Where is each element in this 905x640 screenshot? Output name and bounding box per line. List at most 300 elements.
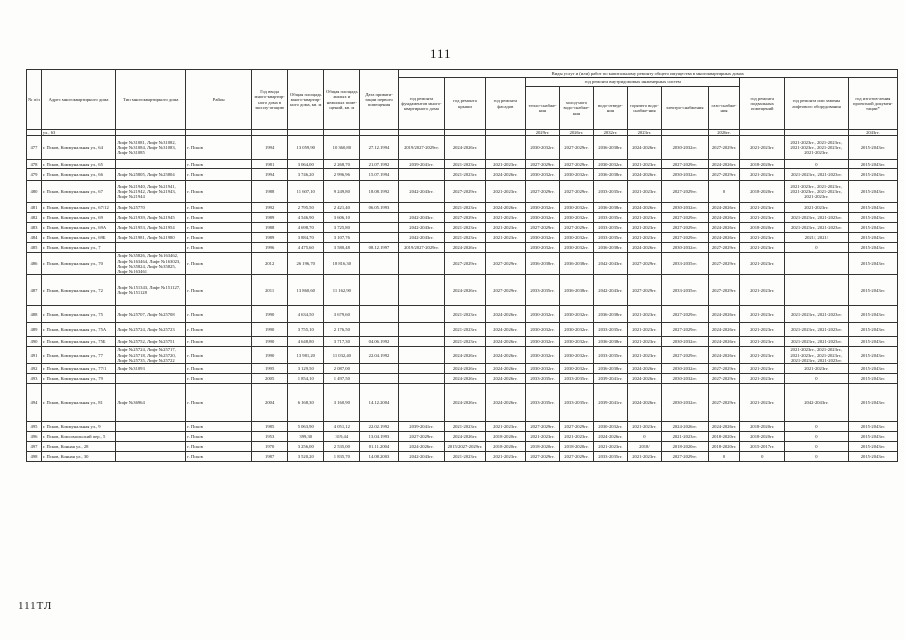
- cell-sewer: 2036-2038гг.: [593, 136, 627, 160]
- cell-heat: 2030-2032гг.: [526, 213, 560, 223]
- cell-basement: 2021-2023гг.: [740, 203, 785, 213]
- cell-gas: 2027-2029гг.: [708, 243, 740, 253]
- cell-privat: 01.11.2004: [360, 442, 398, 452]
- cell-project: 2015-2043гг.: [848, 213, 897, 223]
- cell-gas: 2027-2029гг.: [708, 253, 740, 275]
- cell-lift: [785, 253, 849, 275]
- cell-gas: 2024-2026гг.: [708, 213, 740, 223]
- cell-lift: 0: [785, 432, 849, 442]
- cell-num: 497: [27, 442, 42, 452]
- cell-type: [116, 422, 186, 432]
- cell-address: г. Псков, Комсомольский пер., 5: [41, 432, 115, 442]
- cell-lift: 2021-2023гг., 2021-2023гг., 2021-2023гг., 2021-2023гг., 2021-2023гг.: [785, 136, 849, 160]
- col-header-lift: год ремонта или замены лифтового оборудования: [785, 78, 849, 130]
- cell-project: 2015-2043гг.: [848, 169, 897, 181]
- cell-roof: 2024-2026гг.: [445, 364, 485, 374]
- cell-living: 2 176,50: [324, 323, 360, 337]
- cell-type: Лифт №21981, Лифт №21980: [116, 233, 186, 243]
- cell-basement: 2021-2023гг.: [740, 169, 785, 181]
- col-header-district: Район: [186, 70, 252, 130]
- cell-lift: 2021-2023гг., 2021-2023гг.: [785, 337, 849, 347]
- cell-hot: 2024-2026гг.: [627, 136, 661, 160]
- cell-area: 3 884,70: [288, 233, 324, 243]
- col-header-hot: горячего водо-снабже-ния: [627, 87, 661, 130]
- cell-district: г. Псков: [186, 213, 252, 223]
- col-header-area: Общая площадь много-квартир-ного дома, кв. м: [288, 70, 324, 130]
- cell-district: г. Псков: [186, 253, 252, 275]
- table-row: [27, 364, 898, 374]
- col-header-num: № п/п: [27, 70, 42, 130]
- cell-foundation: [398, 364, 445, 374]
- cell-num: 484: [27, 233, 42, 243]
- cell-foundation: [398, 306, 445, 323]
- cell-foundation: 2042-2043гг.: [398, 452, 445, 462]
- cell-sewer: 2036-2038гг.: [593, 364, 627, 374]
- cell-district: г. Псков: [186, 452, 252, 462]
- cell-hot: 2024-2026гг.: [627, 374, 661, 384]
- cell-area: 3 256,00: [288, 442, 324, 452]
- cell-cold: 2030-2032гг.: [559, 213, 593, 223]
- cell-year: 1985: [252, 422, 288, 432]
- cell-privat: 27.12.1994: [360, 136, 398, 160]
- cell-num: 488: [27, 306, 42, 323]
- cell-privat: [360, 253, 398, 275]
- cell-lift: 2021-2023гг.: [785, 203, 849, 213]
- table-row: [27, 422, 898, 432]
- col-header-foundation: год ремонта фундаментов много-квартирного дома: [398, 78, 445, 130]
- cell-roof: 2024-2026гг.: [445, 432, 485, 442]
- cell-roof: 2021-2023гг.: [445, 337, 485, 347]
- cell-heat: 2033-2035гг.: [526, 384, 560, 422]
- cell-basement: 2021-2023гг.: [740, 253, 785, 275]
- cell-num: 483: [27, 223, 42, 233]
- cell-cold: 2027-2029гг.: [559, 160, 593, 169]
- cell-hot: 2021-2023гг.: [627, 160, 661, 169]
- cell-year: 1970: [252, 442, 288, 452]
- cell-facade: 2024-2026гг.: [485, 306, 525, 323]
- cell-district: г. Псков: [186, 169, 252, 181]
- cell-cold: 2030-2032гг.: [559, 347, 593, 364]
- cell-facade: [485, 136, 525, 160]
- cell-project: 2015-2043гг.: [848, 422, 897, 432]
- cell-year: 1989: [252, 233, 288, 243]
- cell-roof: 2027-2029гг.: [445, 181, 485, 203]
- table-body: [27, 130, 898, 462]
- cell-cold: 2018-2020гг.: [559, 442, 593, 452]
- cell-type: [116, 442, 186, 452]
- cell-privat: [360, 233, 398, 243]
- cell-type: [116, 160, 186, 169]
- cell-hot: 2018/: [627, 442, 661, 452]
- cell-year: 1992: [252, 203, 288, 213]
- cell-type: Лифт №35826, Лифт №163462, Лифт №163464, Лифт №163023, Лифт №35824, Лифт №35825, Лифт №163461: [116, 253, 186, 275]
- cell-address: г. Псков, Коммунальная ул., 75: [41, 306, 115, 323]
- cell-heat: 2030-2032гг.: [526, 203, 560, 213]
- cell-cold: 2030-2032гг.: [559, 323, 593, 337]
- cell-basement: 2021-2023гг.: [740, 136, 785, 160]
- cell-sewer: 2033-2035гг.: [593, 233, 627, 243]
- cell-year: 1990: [252, 347, 288, 364]
- cell-type: Лифт №151343, Лифт №151127, Лифт №151128: [116, 275, 186, 306]
- cell-lift: 0: [785, 243, 849, 253]
- cell-privat: 08.12.1997: [360, 243, 398, 253]
- cell-heat: 2029гг.: [526, 130, 560, 136]
- cell-foundation: [398, 337, 445, 347]
- cell-address: г. Псков, Коммунальная ул., 67/12: [41, 203, 115, 213]
- cell-elec: 2027-2029гг.: [661, 213, 708, 223]
- col-header-heat: тепло-снабже-ния: [526, 87, 560, 130]
- cell-facade: 2024-2026гг.: [485, 364, 525, 374]
- cell-hot: 2024-2026гг.: [627, 364, 661, 374]
- col-header-sewer: водо-отведе-ния: [593, 87, 627, 130]
- cell-lift: 2021-2023гг., 2021-2023гг.: [785, 323, 849, 337]
- cell-facade: 2018-2020гг.: [485, 432, 525, 442]
- cell-type: [116, 243, 186, 253]
- cell-project: 2015-2043гг.: [848, 337, 897, 347]
- cell-privat: 14.12.2004: [360, 384, 398, 422]
- cell-living: 1 835,70: [324, 452, 360, 462]
- cell-basement: 2018-2020гг.: [740, 181, 785, 203]
- cell-address: г. Псков, Коммунальная ул., 70: [41, 253, 115, 275]
- cell-gas: 2027-2029гг.: [708, 384, 740, 422]
- table-row: [27, 233, 898, 243]
- cell-area: 2 795,50: [288, 203, 324, 213]
- cell-hot: 2023гг.: [627, 130, 661, 136]
- cell-sewer: 2042-2043гг.: [593, 253, 627, 275]
- col-header-gas: газо-снабже-ния: [708, 87, 740, 130]
- cell-lift: 0: [785, 452, 849, 462]
- cell-privat: [360, 275, 398, 306]
- cell-basement: 2018-2020гг.: [740, 160, 785, 169]
- cell-cold: 2030-2032гг.: [559, 169, 593, 181]
- table-row: [27, 384, 898, 422]
- cell-gas: 2026гг.: [708, 130, 740, 136]
- table-row: [27, 203, 898, 213]
- cell-living: 2 421,40: [324, 203, 360, 213]
- col-header-elec: электро-снабжения: [661, 87, 708, 130]
- cell-lift: 2042-2043гг.: [785, 384, 849, 422]
- cell-elec: 2027-2029гг.: [661, 160, 708, 169]
- cell-elec: 2030-2032гг.: [661, 364, 708, 374]
- cell-address: г. Псков, Коммунальная ул., 66: [41, 169, 115, 181]
- cell-roof: 2021-2023гг.: [445, 233, 485, 243]
- cell-district: г. Псков: [186, 203, 252, 213]
- cell-num: 492: [27, 364, 42, 374]
- cell-sewer: 2039-2041гг.: [593, 384, 627, 422]
- cell-living: 11 032,40: [324, 347, 360, 364]
- cell-lift: 0: [785, 374, 849, 384]
- cell-privat: 14.08.2003: [360, 452, 398, 462]
- cell-roof: 2027-2029гг.: [445, 213, 485, 223]
- cell-district: г. Псков: [186, 136, 252, 160]
- cell-heat: 2027-2029гг.: [526, 181, 560, 203]
- cell-year: 1994: [252, 136, 288, 160]
- cell-facade: 2024-2026гг.: [485, 203, 525, 213]
- footer-stamp: 111ТЛ: [18, 600, 53, 612]
- cell-roof: 2021-2023гг.: [445, 169, 485, 181]
- cell-heat: 2030-2032гг.: [526, 243, 560, 253]
- cell-roof: 2021-2023гг.: [445, 422, 485, 432]
- cell-district: г. Псков: [186, 223, 252, 233]
- cell-cold: 2030-2032гг.: [559, 233, 593, 243]
- cell-num: 479: [27, 169, 42, 181]
- cell-hot: 2021-2023гг.: [627, 306, 661, 323]
- cell-privat: 18.08.1992: [360, 181, 398, 203]
- cell-sewer: 2030-2032гг.: [593, 160, 627, 169]
- cell-num: 498: [27, 452, 42, 462]
- table-row: [27, 374, 898, 384]
- cell-project: 2015-2043гг.: [848, 275, 897, 306]
- cell-cold: 2033-2035гг.: [559, 374, 593, 384]
- cell-cold: 2027-2029гг.: [559, 422, 593, 432]
- cell-foundation: [398, 323, 445, 337]
- cell-heat: 2030-2032гг.: [526, 347, 560, 364]
- cell-type: Лифт №31081, Лифт №31082, Лифт №31084, Лифт №31083, Лифт №31085: [116, 136, 186, 160]
- cell-roof: 2024-2026гг.: [445, 275, 485, 306]
- cell-elec: 2024-2026гг.: [661, 422, 708, 432]
- cell-elec: 2027-2029гг.: [661, 323, 708, 337]
- cell-gas: 2027-2029гг.: [708, 275, 740, 306]
- cell-heat: 2033-2035гг.: [526, 374, 560, 384]
- table-row: [27, 160, 898, 169]
- cell-cold: 2027-2029гг.: [559, 181, 593, 203]
- cell-address: г. Псков, Коммунальная ул., 65: [41, 160, 115, 169]
- cell-num: 496: [27, 432, 42, 442]
- cell-gas: 2024-2026гг.: [708, 203, 740, 213]
- cell-facade: 2021-2023гг.: [485, 233, 525, 243]
- cell-sewer: 2032гг.: [593, 130, 627, 136]
- cell-project: 2015-2043гг.: [848, 347, 897, 364]
- cell-gas: 2027-2029гг.: [708, 364, 740, 374]
- cell-foundation: 2042-2043гг.: [398, 181, 445, 203]
- cell-area: 399,30: [288, 432, 324, 442]
- cell-hot: 0: [627, 432, 661, 442]
- cell-type: Лифт №36964: [116, 384, 186, 422]
- cell-privat: 06.05.1993: [360, 203, 398, 213]
- cell-heat: 2036-2038гг.: [526, 253, 560, 275]
- cell-privat: [360, 364, 398, 374]
- cell-gas: 2027-2029гг.: [708, 169, 740, 181]
- cell-basement: 2021-2023гг.: [740, 337, 785, 347]
- col-header-project: год изготов-ления проектной докумен-тации*: [848, 78, 897, 130]
- cell-privat: 22.04.1992: [360, 347, 398, 364]
- cell-sewer: 2033-2035гг.: [593, 213, 627, 223]
- cell-district: г. Псков: [186, 374, 252, 384]
- cell-cold: 2030-2032гг.: [559, 337, 593, 347]
- cell-basement: 2021-2023гг.: [740, 374, 785, 384]
- cell-heat: 2030-2032гг.: [526, 233, 560, 243]
- cell-district: г. Псков: [186, 337, 252, 347]
- cell-gas: 2024-2026гг.: [708, 306, 740, 323]
- cell-foundation: 2042-2043гг.: [398, 213, 445, 223]
- cell-basement: 2021-2023гг.: [740, 275, 785, 306]
- cell-address: ул., 63: [41, 130, 115, 136]
- cell-num: 490: [27, 337, 42, 347]
- cell-elec: 2027-2029гг.: [661, 223, 708, 233]
- cell-cold: 2030-2032гг.: [559, 243, 593, 253]
- cell-hot: 2024-2026гг.: [627, 384, 661, 422]
- cell-hot: 2027-2029гг.: [627, 253, 661, 275]
- cell-address: г. Псков, Коммунальная ул., 81: [41, 384, 115, 422]
- cell-year: 2005: [252, 374, 288, 384]
- cell-privat: 04.06.1992: [360, 337, 398, 347]
- cell-area: 6 168,30: [288, 384, 324, 422]
- cell-area: 3 520,20: [288, 452, 324, 462]
- cell-cold: 2027-2029гг.: [559, 223, 593, 233]
- cell-project: 2015-2043гг.: [848, 243, 897, 253]
- cell-facade: 2024-2026гг.: [485, 169, 525, 181]
- cell-area: 13 059,90: [288, 136, 324, 160]
- table-row: [27, 213, 898, 223]
- cell-hot: 2021-2023гг.: [627, 233, 661, 243]
- table-row: [27, 243, 898, 253]
- cell-address: г. Псков, Коммунальная ул., 75Б: [41, 337, 115, 347]
- cell-elec: 2021-2023гг.: [661, 432, 708, 442]
- table-row: [27, 452, 898, 462]
- cell-sewer: 2021-2023гг.: [593, 442, 627, 452]
- cell-project: 2015-2043гг.: [848, 364, 897, 374]
- cell-foundation: [398, 347, 445, 364]
- cell-district: г. Псков: [186, 323, 252, 337]
- table-row: [27, 432, 898, 442]
- cell-lift: 0: [785, 160, 849, 169]
- cell-elec: 2027-2029гг.: [661, 452, 708, 462]
- cell-foundation: 2039-2041гг.: [398, 160, 445, 169]
- cell-cold: 2027-2029гг.: [559, 452, 593, 462]
- cell-hot: 2021-2023гг.: [627, 452, 661, 462]
- cell-sewer: 2033-2035гг.: [593, 223, 627, 233]
- col-header-year: Год ввода много-квартир-ного дома в эксплу-атацию: [252, 70, 288, 130]
- cell-basement: 2015-2017гг.: [740, 442, 785, 452]
- cell-heat: 2030-2032гг.: [526, 337, 560, 347]
- cell-privat: [360, 223, 398, 233]
- cell-cold: 2033-2035гг.: [559, 384, 593, 422]
- cell-type: Лифт №25724, Лифт №25717, Лифт №25718, Лифт №25720, Лифт №25735, Лифт №25722: [116, 347, 186, 364]
- page-number: 111: [430, 46, 452, 61]
- cell-num: 485: [27, 243, 42, 253]
- cell-project: 2015-2043гг.: [848, 181, 897, 203]
- cell-facade: 2021-2023гг.: [485, 452, 525, 462]
- cell-sewer: 2033-2035гг.: [593, 181, 627, 203]
- cell-roof: 2021-2023гг.: [445, 323, 485, 337]
- cell-year: 1995: [252, 364, 288, 374]
- cell-roof: 2024-2026гг.: [445, 243, 485, 253]
- cell-heat: 2027-2029гг.: [526, 160, 560, 169]
- cell-district: г. Псков: [186, 160, 252, 169]
- cell-heat: 2033-2035гг.: [526, 275, 560, 306]
- cell-basement: 2018-2020гг.: [740, 422, 785, 432]
- cell-address: г. Псков, Коммунальная ул., 77: [41, 347, 115, 364]
- cell-living: 4 051,12: [324, 422, 360, 432]
- cell-year: 1990: [252, 323, 288, 337]
- cell-area: 4 698,70: [288, 223, 324, 233]
- cell-roof: 2021-2023гг.: [445, 203, 485, 213]
- cell-basement: 2021-2023гг.: [740, 323, 785, 337]
- cell-project: 2015-2043гг.: [848, 160, 897, 169]
- table-row: [27, 169, 898, 181]
- cell-num: 480: [27, 181, 42, 203]
- cell-living: 3 606,10: [324, 213, 360, 223]
- cell-type: Лифт №25724, Лифт №25723: [116, 323, 186, 337]
- cell-hot: 2024-2026гг.: [627, 243, 661, 253]
- cell-heat: 2021-2023гг.: [526, 432, 560, 442]
- cell-district: г. Псков: [186, 347, 252, 364]
- cell-year: 1996: [252, 243, 288, 253]
- cell-basement: 2018-2020гг.: [740, 223, 785, 233]
- cell-gas: 0: [708, 452, 740, 462]
- cell-type: Лифт №25770: [116, 203, 186, 213]
- cell-foundation: [398, 169, 445, 181]
- cell-gas: 2024-2026гг.: [708, 337, 740, 347]
- cell-year: 1989: [252, 213, 288, 223]
- cell-hot: 2021-2023гг.: [627, 213, 661, 223]
- cell-year: 1988: [252, 223, 288, 233]
- cell-district: г. Псков: [186, 422, 252, 432]
- cell-num: 493: [27, 374, 42, 384]
- cell-heat: 2030-2032гг.: [526, 323, 560, 337]
- cell-project: 2015-2043гг.: [848, 384, 897, 422]
- cell-living: 319,44: [324, 432, 360, 442]
- cell-district: г. Псков: [186, 364, 252, 374]
- cell-project: 2015-2043гг.: [848, 323, 897, 337]
- cell-project: 2015-2043гг.: [848, 223, 897, 233]
- cell-privat: [360, 323, 398, 337]
- cell-sewer: 2036-2038гг.: [593, 337, 627, 347]
- cell-type: Лифт №25707, Лифт №25708: [116, 306, 186, 323]
- table-row: [27, 347, 898, 364]
- cell-privat: 21.07.1992: [360, 160, 398, 169]
- cell-privat: [360, 213, 398, 223]
- cell-living: 2 535,00: [324, 442, 360, 452]
- cell-facade: 2021-2023гг.: [485, 422, 525, 432]
- cell-project: 2015-2043гг.: [848, 442, 897, 452]
- cell-living: 3 679,60: [324, 306, 360, 323]
- cell-gas: 2018-2020гг.: [708, 442, 740, 452]
- cell-facade: 2021-2023гг.: [485, 181, 525, 203]
- col-header-basement: год ремонта подвальных помещений: [740, 78, 785, 130]
- cell-sewer: 2036-2038гг.: [593, 306, 627, 323]
- cell-privat: 15.07.1994: [360, 169, 398, 181]
- cell-living: 11 162,90: [324, 275, 360, 306]
- cell-type: Лифт №25752, Лифт №25751: [116, 337, 186, 347]
- cell-basement: 2021-2023гг.: [740, 306, 785, 323]
- cell-area: 26 196,70: [288, 253, 324, 275]
- cell-elec: 2030-2032гг.: [661, 203, 708, 213]
- cell-foundation: 2019/2027-2029гг.: [398, 243, 445, 253]
- cell-hot: 2021-2023гг.: [627, 422, 661, 432]
- cell-sewer: 2024-2026гг.: [593, 432, 627, 442]
- cell-elec: 2030-2032гг.: [661, 169, 708, 181]
- cell-roof: 2024-2026гг.: [445, 136, 485, 160]
- cell-privat: 22.02.1992: [360, 422, 398, 432]
- cell-type: Лифт №31093: [116, 364, 186, 374]
- cell-basement: 2021-2023гг.: [740, 384, 785, 422]
- cell-gas: 2027-2029гг.: [708, 136, 740, 160]
- cell-elec: 2027-2029гг.: [661, 233, 708, 243]
- cell-project: 2015-2043гг.: [848, 136, 897, 160]
- cell-type: Лифт №21940, Лифт №21941, Лифт №21942, Лифт №21943, Лифт №21944: [116, 181, 186, 203]
- cell-district: г. Псков: [186, 442, 252, 452]
- cell-hot: 2021-2023гг.: [627, 181, 661, 203]
- cell-type: Лифт №25805, Лифт №25804: [116, 169, 186, 181]
- cell-num: 486: [27, 253, 42, 275]
- col-header-facade: год ремонта фасадов: [485, 78, 525, 130]
- cell-area: 4 648,80: [288, 337, 324, 347]
- cell-year: 1953: [252, 432, 288, 442]
- cell-area: 13 860,60: [288, 275, 324, 306]
- cell-area: 3 746,20: [288, 169, 324, 181]
- cell-elec: 2030-2032гг.: [661, 374, 708, 384]
